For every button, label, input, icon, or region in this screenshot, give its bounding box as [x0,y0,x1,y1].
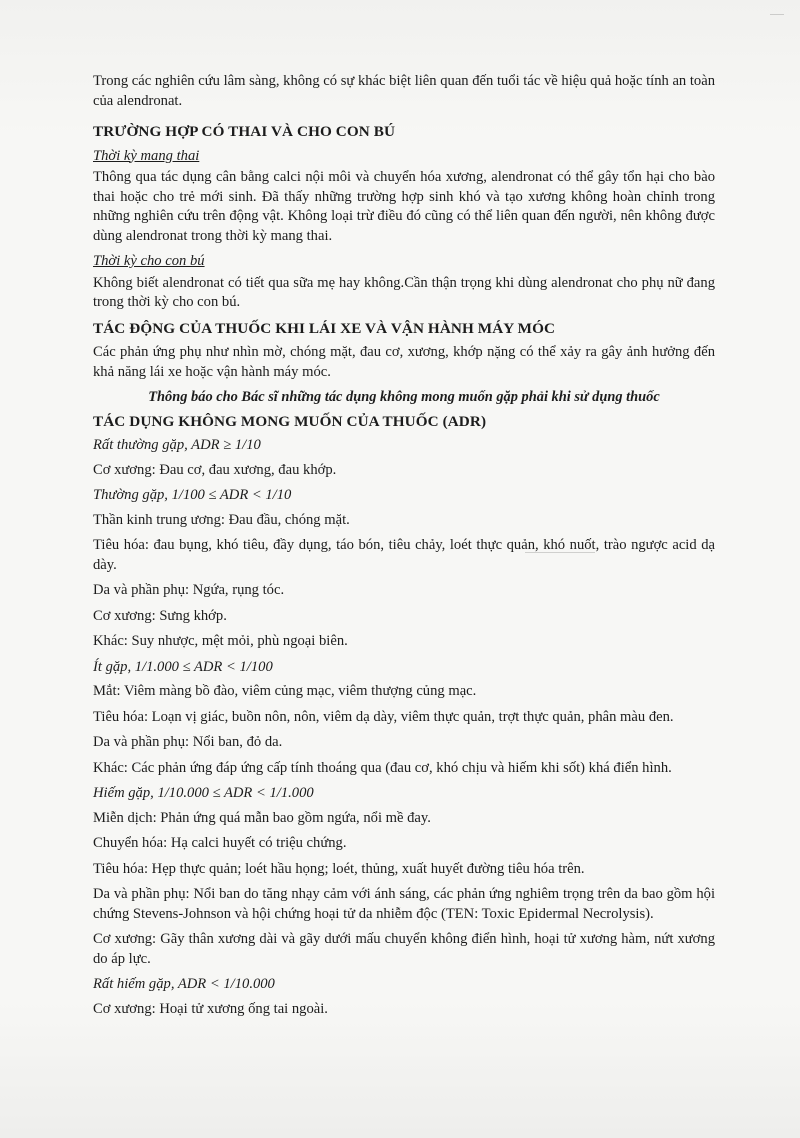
frequency-label-very-common: Rất thường gặp, ADR ≥ 1/10 [93,437,261,453]
adr-item: Da và phần phụ: Ngứa, rụng tóc. [93,582,285,598]
adr-item: Chuyển hóa: Hạ calci huyết có triệu chứng. [93,835,347,851]
lactation-paragraph: Không biết alendronat có tiết qua sữa mẹ hay không.Cần thận trọng khi dùng alendronat cho phụ nữ đang trong thời kỳ cho con bú. [93,274,715,310]
adr-item: Tiêu hóa: Loạn vị giác, buồn nôn, nôn, viêm dạ dày, viêm thực quản, trợt thực quản, phân màu đen. [93,708,674,725]
driving-paragraph: Các phản ứng phụ như nhìn mờ, chóng mặt, đau cơ, xương, khớp nặng có thể xảy ra gây ảnh hưởng đến khả năng lái xe hoặc vận hành máy móc. [93,344,715,380]
adr-item: Miễn dịch: Phản ứng quá mẫn bao gồm ngứa, nổi mề đay. [93,809,431,826]
adr-item: Cơ xương: Đau cơ, đau xương, đau khớp. [93,461,337,478]
frequency-label-uncommon: Ít gặp, 1/1.000 ≤ ADR < 1/100 [93,658,273,675]
document-body [93,72,715,1025]
adr-item: Da và phần phụ: Nổi ban, đỏ da. [93,734,283,750]
driving-heading: TÁC ĐỘNG CỦA THUỐC KHI LÁI XE VÀ VẬN HÀNH MÁY MÓC [93,319,556,337]
pregnancy-subheading: Thời kỳ mang thai [93,147,200,164]
frequency-label-rare: Hiếm gặp, 1/10.000 ≤ ADR < 1/1.000 [93,785,314,801]
scan-mark [770,14,784,15]
frequency-label-very-rare: Rất hiếm gặp, ADR < 1/10.000 [93,976,275,992]
lactation-subheading: Thời kỳ cho con bú [93,253,205,269]
adr-item: Khác: Các phản ứng đáp ứng cấp tính thoáng qua (đau cơ, khó chịu và hiếm khi sốt) khá điển hình. [93,759,672,776]
frequency-label-common: Thường gặp, 1/100 ≤ ADR < 1/10 [93,487,292,503]
adr-item: Khác: Suy nhược, mệt mỏi, phù ngoại biên. [93,633,348,649]
pregnancy-paragraph: Thông qua tác dụng cân bằng calci nội môi và chuyển hóa xương, alendronat có thể gây tổn hại cho bào thai hoặc cho trẻ mới sinh. Đã thấy những trường hợp sinh khó và tạo xương không hoàn chỉnh trong những nghiên cứu trên động vật. Không loại trừ điều đó cũng có thể liên quan đến người, nên không được dùng alendronat trong thời kỳ mang thai. [93,169,715,244]
adr-item: Thần kinh trung ương: Đau đầu, chóng mặt. [93,511,350,528]
pregnancy-heading: TRƯỜNG HỢP CÓ THAI VÀ CHO CON BÚ [93,123,396,140]
adr-item: Mắt: Viêm màng bồ đào, viêm củng mạc, viêm thượng củng mạc. [93,683,477,699]
adr-item: Cơ xương: Gãy thân xương dài và gãy dưới mấu chuyển không điển hình, hoại tử xương hàm, nứt xương do áp lực. [93,931,715,967]
adr-item: Tiêu hóa: đau bụng, khó tiêu, đầy dụng, táo bón, tiêu chảy, loét thực quản, khó nuốt, trào ngược acid dạ dày. [93,537,715,573]
adr-item: Tiêu hóa: Hẹp thực quản; loét hầu họng; loét, thủng, xuất huyết đường tiêu hóa trên. [93,860,585,877]
adr-notice: Thông báo cho Bác sĩ những tác dụng không mong muốn gặp phải khi sử dụng thuốc [148,389,660,405]
adr-heading: TÁC DỤNG KHÔNG MONG MUỐN CỦA THUỐC (ADR) [93,412,487,430]
adr-item: Cơ xương: Hoại tử xương ống tai ngoài. [93,1000,328,1017]
adr-item: Da và phần phụ: Nổi ban do tăng nhạy cảm với ánh sáng, các phản ứng nghiêm trọng trên da bao gồm hội chứng Stevens-Johnson và hội chứng hoại tử da nhiễm độc (TEN: Toxic Epidermal Necrolysis). [93,886,715,922]
adr-item: Cơ xương: Sưng khớp. [93,607,227,624]
intro-paragraph: Trong các nghiên cứu lâm sàng, không có sự khác biệt liên quan đến tuổi tác về hiệu quả hoặc tính an toàn của alendronat. [93,73,715,109]
